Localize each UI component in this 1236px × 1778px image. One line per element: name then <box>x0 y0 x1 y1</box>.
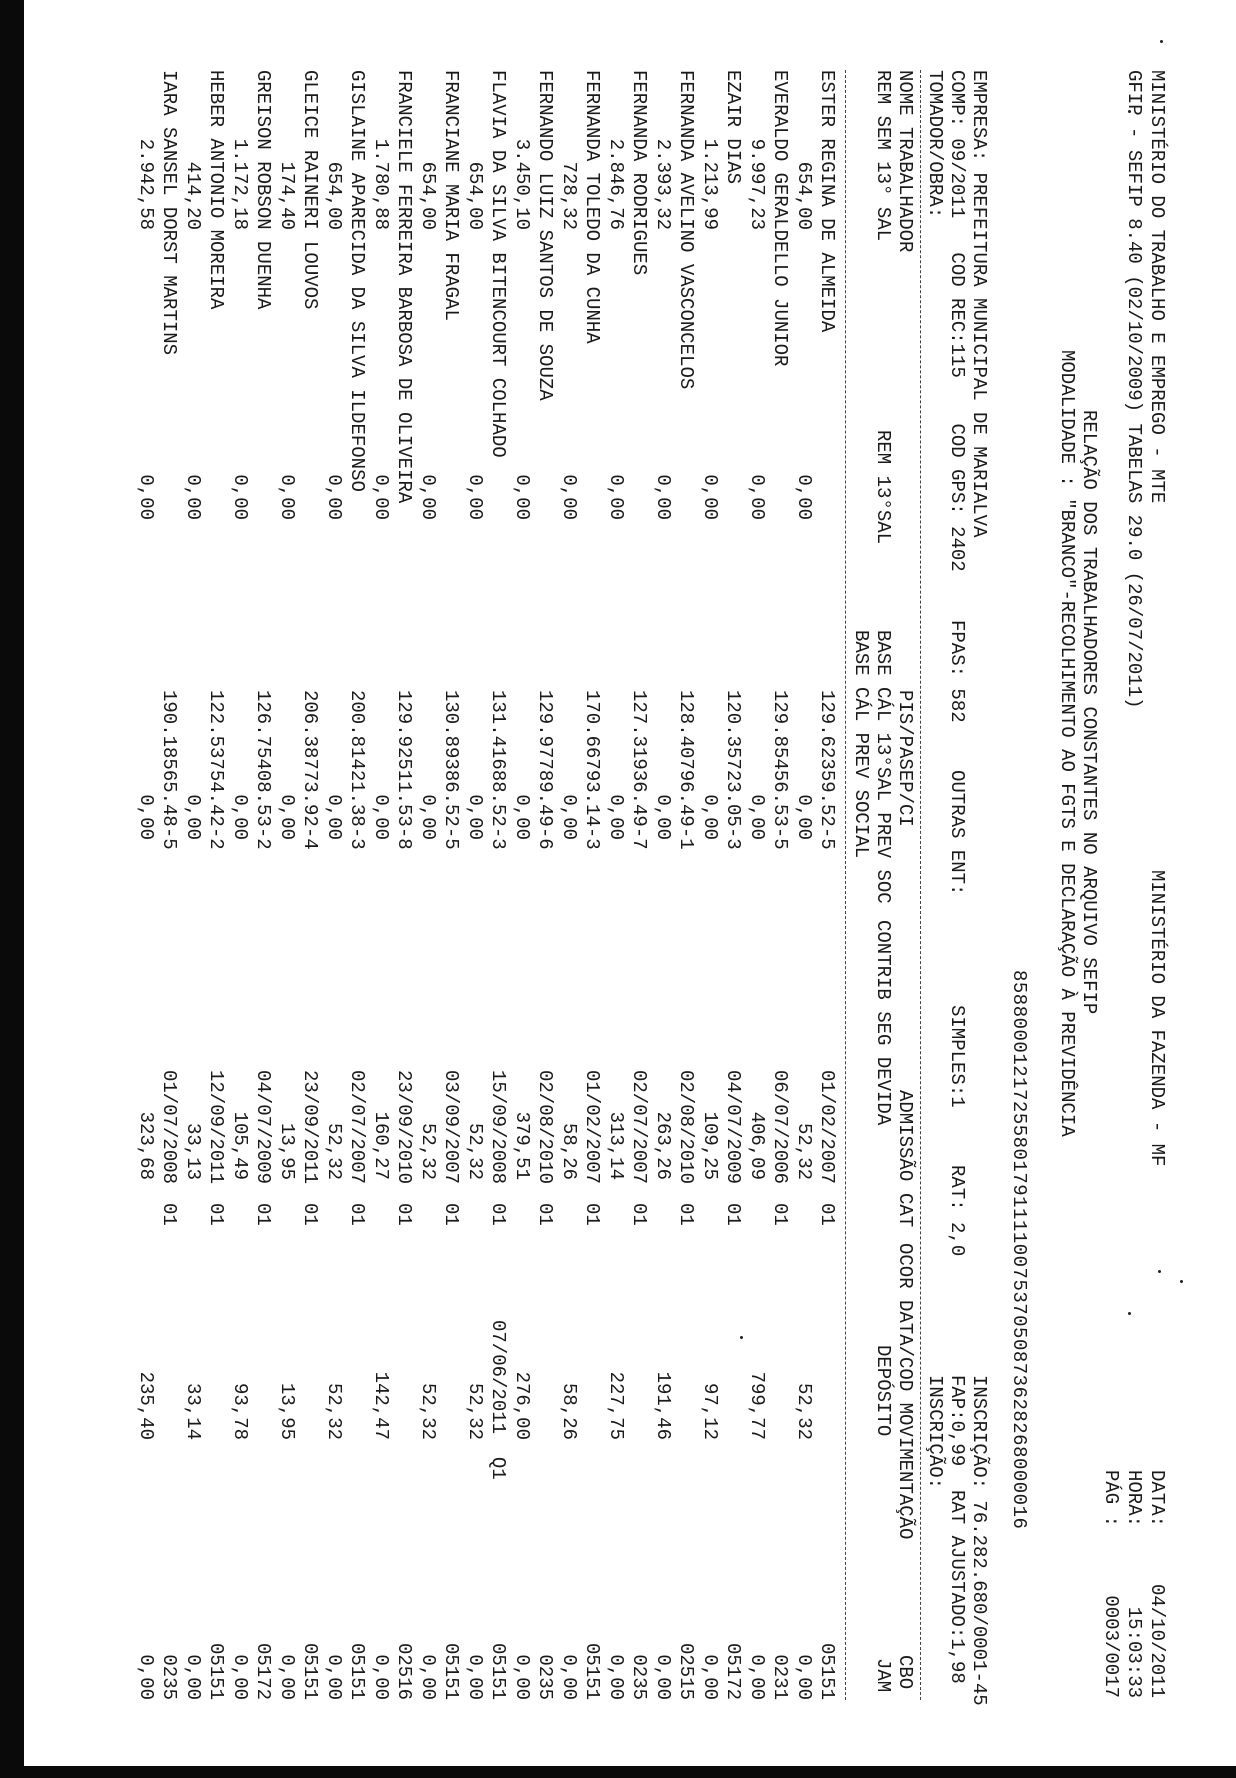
worker-category: 01 <box>252 1203 274 1226</box>
worker-deposit: 235,40 <box>135 1371 158 1440</box>
worker-category: 01 <box>581 1203 603 1226</box>
tomador-inscricao: INSCRIÇÃO: <box>924 1375 946 1490</box>
company-name: EMPRESA: PREFEITURA MUNICIPAL DE MARIALVA <box>968 70 990 538</box>
worker-pis: 127.31936.49-7 <box>628 690 650 850</box>
worker-rem-13: 0,00 <box>558 474 581 520</box>
worker-rem-sem-13: 654,00 <box>793 161 816 230</box>
col-admissao: ADMISSÃO <box>894 1090 916 1182</box>
worker-base-13: 0,00 <box>558 794 581 840</box>
col-nome: NOME TRABALHADOR <box>894 70 916 253</box>
worker-name: FLAVIA DA SILVA BITENCOURT COLHADO <box>487 70 509 458</box>
worker-contrib: 313,14 <box>605 1111 628 1180</box>
worker-rem-sem-13: 3.450,10 <box>511 138 534 230</box>
worker-admission-date: 03/09/2007 <box>440 1070 462 1185</box>
worker-pis: 126.75408.53-2 <box>252 690 274 850</box>
worker-deposit: 142,47 <box>370 1371 393 1440</box>
worker-name: EVERALDO GERALDELLO JUNIOR <box>769 70 791 367</box>
worker-deposit: 52,32 <box>417 1382 440 1440</box>
worker-contrib: 160,27 <box>370 1111 393 1180</box>
worker-contrib: 52,32 <box>464 1122 487 1180</box>
worker-base-13: 0,00 <box>605 794 628 840</box>
worker-base-13: 0,00 <box>182 794 205 840</box>
worker-admission-date: 23/09/2010 <box>393 1070 415 1185</box>
worker-pis: 170.66793.14-3 <box>581 690 603 850</box>
worker-rem-13: 0,00 <box>793 474 816 520</box>
worker-jam: 0,00 <box>464 1654 487 1700</box>
worker-base-13: 0,00 <box>511 794 534 840</box>
worker-rem-13: 0,00 <box>464 474 487 520</box>
worker-rem-sem-13: 654,00 <box>323 161 346 230</box>
worker-name: FRANCIANE MARIA FRAGAL <box>440 70 462 321</box>
worker-jam: 0,00 <box>276 1654 299 1700</box>
worker-deposit: 52,32 <box>323 1382 346 1440</box>
worker-rem-13: 0,00 <box>511 474 534 520</box>
tomador-obra: TOMADOR/OBRA: <box>924 70 946 219</box>
col-cbo: CBO <box>894 1655 916 1690</box>
col-pis: PIS/PASEP/CI <box>894 690 916 827</box>
worker-name: ESTER REGINA DE ALMEIDA <box>816 70 838 333</box>
worker-category: 01 <box>487 1203 509 1226</box>
outras-entidades: OUTRAS ENT: <box>946 770 968 896</box>
worker-admission-date: 12/09/2011 <box>205 1070 227 1185</box>
worker-admission-date: 01/07/2008 <box>158 1070 180 1185</box>
worker-admission-date: 02/08/2010 <box>675 1070 697 1185</box>
col-movimentacao: DATA/COD MOVIMENTAÇÃO <box>894 1300 916 1540</box>
worker-cbo: 05151 <box>299 1642 321 1700</box>
worker-base-13: 0,00 <box>699 794 722 840</box>
worker-base-13: 0,00 <box>323 794 346 840</box>
worker-name: FERNANDA RODRIGUES <box>628 70 650 276</box>
worker-rem-sem-13: 654,00 <box>417 161 440 230</box>
worker-contrib: 58,26 <box>558 1122 581 1180</box>
worker-deposit: 799,77 <box>746 1371 769 1440</box>
worker-name: EZAIR DIAS <box>722 70 744 185</box>
worker-name: FERNANDA TOLEDO DA CUNHA <box>581 70 603 344</box>
worker-jam: 0,00 <box>699 1654 722 1700</box>
date-value: 04/10/2011 <box>1146 1583 1168 1698</box>
worker-base-13: 0,00 <box>417 794 440 840</box>
worker-name: FRANCIELE FERREIRA BARBOSA DE OLIVEIRA <box>393 70 415 504</box>
worker-rem-sem-13: 728,32 <box>558 161 581 230</box>
simples: SIMPLES:1 <box>946 1005 968 1108</box>
worker-pis: 129.62359.52-5 <box>816 690 838 850</box>
col-base-prev: BASE CÁL PREV SOCIAL <box>850 630 872 859</box>
worker-contrib: 323,68 <box>135 1111 158 1180</box>
worker-cbo: 05151 <box>205 1642 227 1700</box>
worker-pis: 130.89386.52-5 <box>440 690 462 850</box>
separator-line <box>920 70 921 1700</box>
worker-name: GLEICE RAINERI LOUVOS <box>299 70 321 310</box>
worker-contrib: 105,49 <box>229 1111 252 1180</box>
scan-speck <box>1180 1280 1183 1283</box>
date-label: DATA: <box>1146 1470 1168 1528</box>
worker-contrib: 52,32 <box>323 1122 346 1180</box>
rotated-report-page <box>18 70 1168 1750</box>
worker-admission-date: 02/08/2010 <box>534 1070 556 1185</box>
worker-cbo: 05172 <box>722 1642 744 1700</box>
worker-category: 01 <box>675 1203 697 1226</box>
worker-contrib: 13,95 <box>276 1122 299 1180</box>
worker-pis: 129.92511.53-8 <box>393 690 415 850</box>
hour-label: HORA: <box>1123 1470 1145 1528</box>
worker-contrib: 52,32 <box>417 1122 440 1180</box>
worker-base-13: 0,00 <box>229 794 252 840</box>
scan-speck <box>1160 40 1163 43</box>
worker-base-13: 0,00 <box>464 794 487 840</box>
worker-admission-date: 01/02/2007 <box>581 1070 603 1185</box>
worker-deposit: 191,46 <box>652 1371 675 1440</box>
control-barcode-number: 8588000121725580179111100753705087362826800001​6 <box>1008 970 1030 1530</box>
worker-pis: 129.97789.49-6 <box>534 690 556 850</box>
worker-category: 01 <box>346 1203 368 1226</box>
worker-base-13: 0,00 <box>746 794 769 840</box>
worker-cbo: 05151 <box>487 1642 509 1700</box>
worker-pis: 120.35723.05-3 <box>722 690 744 850</box>
worker-jam: 0,00 <box>370 1654 393 1700</box>
worker-pis: 206.38773.92-4 <box>299 690 321 850</box>
report-modality: MODALIDADE : "BRANCO"-RECOLHIMENTO AO FGTS E DECLARAÇÃO À PREVIDÊNCIA <box>1056 350 1078 1137</box>
worker-contrib: 52,32 <box>793 1122 816 1180</box>
worker-name: GREISON ROBSON DUENHA <box>252 70 274 310</box>
worker-rem-13: 0,00 <box>229 474 252 520</box>
worker-category: 01 <box>205 1203 227 1226</box>
worker-deposit: 93,78 <box>229 1382 252 1440</box>
worker-deposit: 33,14 <box>182 1382 205 1440</box>
worker-jam: 0,00 <box>511 1654 534 1700</box>
worker-category: 01 <box>722 1203 744 1226</box>
worker-category: 01 <box>299 1203 321 1226</box>
worker-contrib: 263,26 <box>652 1111 675 1180</box>
col-cat: CAT <box>894 1193 916 1228</box>
worker-rem-sem-13: 2.942,58 <box>135 138 158 230</box>
worker-contrib: 379,51 <box>511 1111 534 1180</box>
col-jam: JAM <box>872 1658 894 1693</box>
worker-name: HEBER ANTONIO MOREIRA <box>205 70 227 310</box>
worker-rem-13: 0,00 <box>652 474 675 520</box>
worker-name: FERNANDA AVELINO VASCONCELOS <box>675 70 697 390</box>
worker-jam: 0,00 <box>323 1654 346 1700</box>
worker-category: 01 <box>440 1203 462 1226</box>
worker-cbo: 05151 <box>440 1642 462 1700</box>
fpas: FPAS: 582 <box>946 620 968 723</box>
worker-category: 01 <box>393 1203 415 1226</box>
worker-base-13: 0,00 <box>793 794 816 840</box>
competence-codes: COMP: 09/2011 COD REC:115 COD GPS: 2402 <box>946 70 968 572</box>
col-deposito: DEPÓSITO <box>872 1345 894 1437</box>
worker-rem-sem-13: 654,00 <box>464 161 487 230</box>
worker-rem-13: 0,00 <box>182 474 205 520</box>
worker-deposit: 52,32 <box>793 1382 816 1440</box>
worker-jam: 0,00 <box>605 1654 628 1700</box>
worker-cbo: 02515 <box>675 1642 697 1700</box>
worker-rem-sem-13: 9.997,23 <box>746 138 769 230</box>
worker-category: 01 <box>534 1203 556 1226</box>
worker-pis: 190.18565.48-5 <box>158 690 180 850</box>
worker-deposit: 276,00 <box>511 1371 534 1440</box>
rat-ajustado: RAT AJUSTADO:1,98 <box>946 1490 968 1684</box>
worker-jam: 0,00 <box>229 1654 252 1700</box>
fap: FAP:0,99 <box>946 1375 968 1467</box>
worker-cbo: 02516 <box>393 1642 415 1700</box>
separator-line <box>845 70 846 1700</box>
worker-rem-13: 0,00 <box>746 474 769 520</box>
worker-movement: 07/06/2011 Q1 <box>487 1320 509 1480</box>
worker-pis: 131.41688.52-3 <box>487 690 509 850</box>
worker-base-13: 0,00 <box>276 794 299 840</box>
worker-category: 01 <box>769 1203 791 1226</box>
worker-cbo: 0235 <box>158 1654 180 1700</box>
worker-pis: 128.40796.49-1 <box>675 690 697 850</box>
worker-cbo: 0231 <box>769 1654 791 1700</box>
worker-contrib: 33,13 <box>182 1122 205 1180</box>
worker-base-13: 0,00 <box>652 794 675 840</box>
worker-rem-sem-13: 2.846,76 <box>605 138 628 230</box>
worker-pis: 129.85456.53-5 <box>769 690 791 850</box>
col-rem-sem-13: REM SEM 13° SAL <box>872 70 894 242</box>
worker-admission-date: 02/07/2007 <box>346 1070 368 1185</box>
worker-jam: 0,00 <box>793 1654 816 1700</box>
worker-admission-date: 01/02/2007 <box>816 1070 838 1185</box>
software-version: GFIP - SEFIP 8.40 (02/10/2009) TABELAS 29.0 (26/07/2011) <box>1123 70 1145 709</box>
worker-cbo: 05151 <box>816 1642 838 1700</box>
worker-category: 01 <box>628 1203 650 1226</box>
worker-rem-13: 0,00 <box>699 474 722 520</box>
worker-rem-sem-13: 1.213,99 <box>699 138 722 230</box>
worker-admission-date: 15/09/2008 <box>487 1070 509 1185</box>
worker-deposit: 227,75 <box>605 1371 628 1440</box>
worker-deposit: 97,12 <box>699 1382 722 1440</box>
worker-cbo: 05151 <box>346 1642 368 1700</box>
worker-deposit: 13,95 <box>276 1382 299 1440</box>
col-contrib: CONTRIB SEG DEVIDA <box>872 920 894 1126</box>
worker-rem-13: 0,00 <box>135 474 158 520</box>
worker-rem-13: 0,00 <box>370 474 393 520</box>
worker-rem-13: 0,00 <box>417 474 440 520</box>
worker-jam: 0,00 <box>417 1654 440 1700</box>
ministry-finance-title: MINISTÉRIO DA FAZENDA - MF <box>1146 870 1168 1167</box>
worker-rem-sem-13: 174,40 <box>276 161 299 230</box>
worker-cbo: 05151 <box>581 1642 603 1700</box>
worker-admission-date: 04/07/2009 <box>722 1070 744 1185</box>
worker-admission-date: 04/07/2009 <box>252 1070 274 1185</box>
worker-jam: 0,00 <box>746 1654 769 1700</box>
worker-base-13: 0,00 <box>135 794 158 840</box>
worker-admission-date: 02/07/2007 <box>628 1070 650 1185</box>
hour-value: 15:03:33 <box>1123 1606 1145 1698</box>
worker-category: 01 <box>158 1203 180 1226</box>
page-label: PÁG : <box>1100 1470 1122 1528</box>
worker-rem-sem-13: 414,20 <box>182 161 205 230</box>
worker-contrib: 406,09 <box>746 1111 769 1180</box>
worker-rem-13: 0,00 <box>276 474 299 520</box>
col-rem-13: REM 13°SAL <box>872 430 894 545</box>
worker-jam: 0,00 <box>135 1654 158 1700</box>
worker-cbo: 0235 <box>628 1654 650 1700</box>
worker-admission-date: 23/09/2011 <box>299 1070 321 1185</box>
worker-jam: 0,00 <box>182 1654 205 1700</box>
worker-contrib: 109,25 <box>699 1111 722 1180</box>
worker-pis: 200.81421.38-3 <box>346 690 368 850</box>
worker-cbo: 05172 <box>252 1642 274 1700</box>
worker-jam: 0,00 <box>652 1654 675 1700</box>
page-value: 0003/0017 <box>1100 1595 1122 1698</box>
report-title: RELAÇÃO DOS TRABALHADORES CONSTANTES NO ARQUIVO SEFIP <box>1078 410 1100 1015</box>
worker-rem-13: 0,00 <box>323 474 346 520</box>
worker-rem-sem-13: 2.393,32 <box>652 138 675 230</box>
worker-admission-date: 06/07/2006 <box>769 1070 791 1185</box>
rat: RAT: 2,0 <box>946 1165 968 1257</box>
worker-rem-sem-13: 1.172,18 <box>229 138 252 230</box>
worker-name: IARA SANSEL DORST MARTINS <box>158 70 180 356</box>
worker-base-13: 0,00 <box>370 794 393 840</box>
worker-rem-sem-13: 1.780,88 <box>370 138 393 230</box>
col-base-13: BASE CÁL 13°SAL PREV SOC <box>872 630 894 904</box>
worker-deposit: 52,32 <box>464 1382 487 1440</box>
worker-pis: 122.53754.42-2 <box>205 690 227 850</box>
worker-deposit: 58,26 <box>558 1382 581 1440</box>
worker-jam: 0,00 <box>558 1654 581 1700</box>
worker-cbo: 0235 <box>534 1654 556 1700</box>
worker-category: 01 <box>816 1203 838 1226</box>
company-inscricao: INSCRIÇÃO: 76.282.680/0001-45 <box>968 1375 990 1706</box>
worker-name: GISLAINE APARECIDA DA SILVA ILDEFONSO <box>346 70 368 492</box>
col-ocor: OCOR <box>894 1243 916 1289</box>
ministry-labor-title: MINISTÉRIO DO TRABALHO E EMPREGO - MTE <box>1146 70 1168 504</box>
worker-name: FERNANDO LUIZ SANTOS DE SOUZA <box>534 70 556 401</box>
worker-rem-13: 0,00 <box>605 474 628 520</box>
